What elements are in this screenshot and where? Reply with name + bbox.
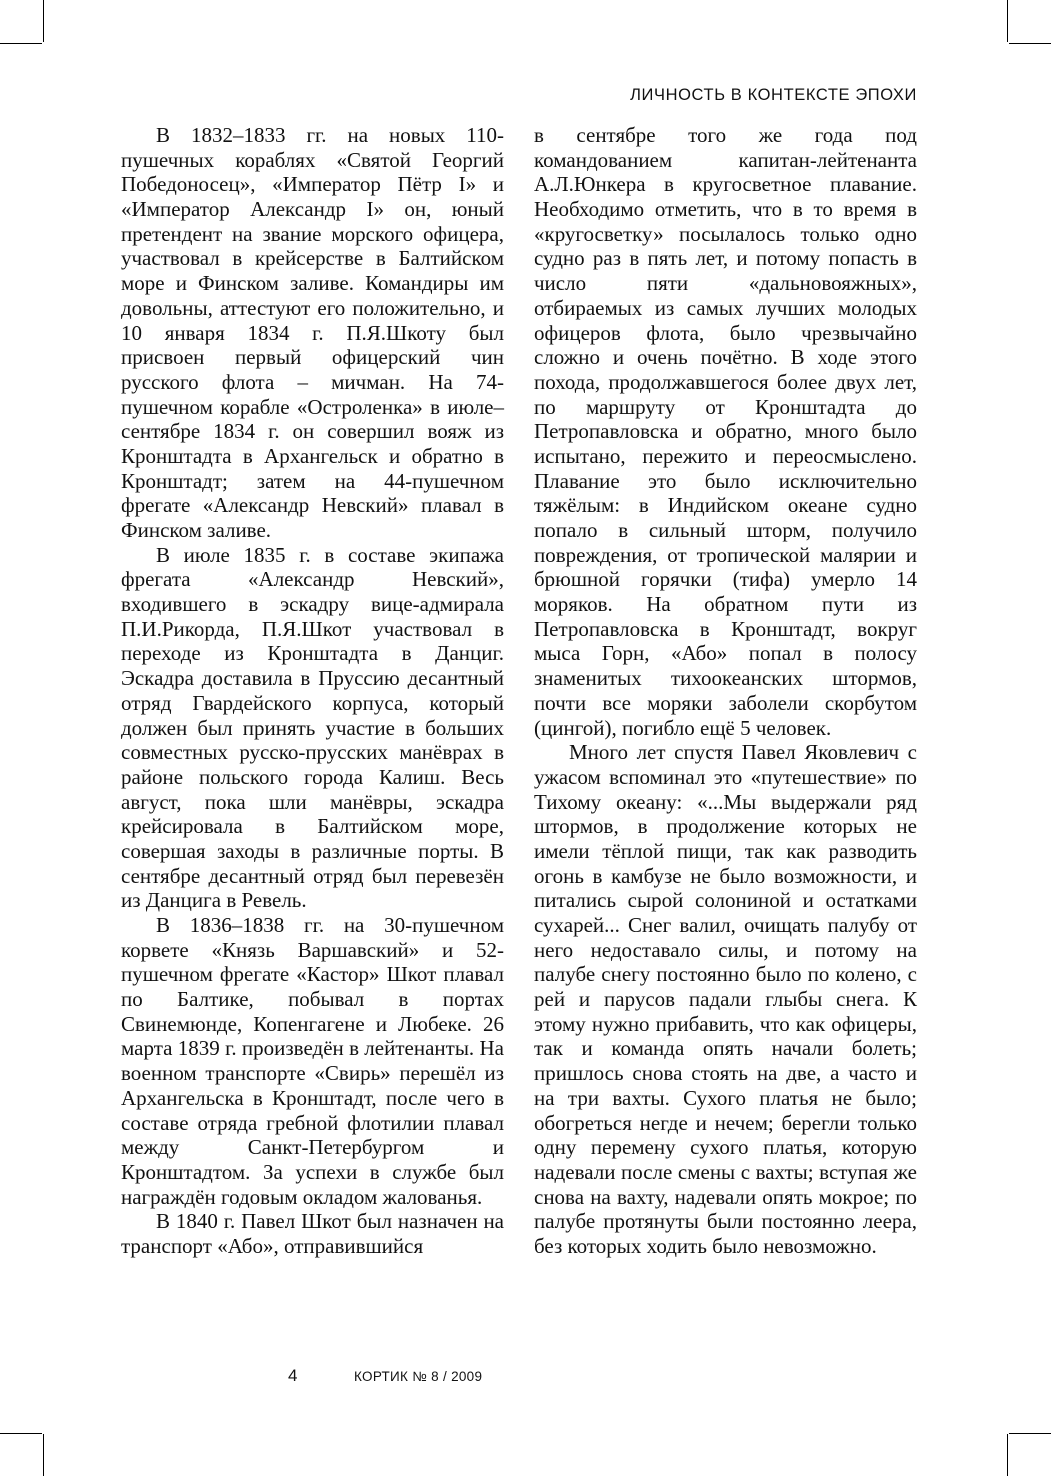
page-footer (0, 1366, 1051, 1388)
page-number: 4 (288, 1366, 298, 1385)
crop-mark (1007, 1434, 1008, 1476)
paragraph: В июле 1835 г. в составе экипажа фрегата «Александр Невский», входившего в эскадру вице-адмирала П.И.Рикорда, П.Я.Шкот участвовал в переходе из Кронштадта в Данциг. Эскадра доставила в Пруссию десантный отряд Гвардейского корпуса, который должен был принять участие в больших совместных русско-прусских манёврах в районе польского города Калиш. Весь август, пока шли манёвры, эскадра крейсировала в Балтийском море, совершая заходы в различные порты. В сентябре десантный отряд был перевезён из Данцига в Ревель. (121, 542, 504, 913)
crop-mark (1009, 43, 1051, 44)
paragraph: В 1836–1838 гг. на 30-пушечном корвете «Князь Варшавский» и 52-пушечном фрегате «Кастор» Шкот плавал по Балтике, побывал в портах Свинемюнде, Копенгагене и Любеке. 26 марта 1839 г. произведён в лейтенанты. На военном транспорте «Свирь» перешёл из Архангельска в Кронштадт, после чего в составе отряда гребной флотилии плавал между Санкт-Петербургом и Кронштадтом. За успехи в службе был награждён годовым окладом жалованья. (121, 913, 504, 1209)
running-header: ЛИЧНОСТЬ В КОНТЕКСТЕ ЭПОХИ (630, 86, 917, 104)
crop-mark (1007, 0, 1008, 42)
journal-title: КОРТИК № 8 / 2009 (354, 1369, 483, 1384)
crop-mark (43, 1434, 44, 1476)
paragraph: В 1832–1833 гг. на новых 110-пушечных кораблях «Святой Георгий Победоносец», «Император Пётр I» и «Император Александр I» он, юный претендент на звание морского офицера, участвовал в крейсерстве в Балтийском море и Финском заливе. Командиры им довольны, аттестуют его положительно, и 10 января 1834 г. П.Я.Шкоту был присвоен первый офицерский чин русского флота – мичман. На 74-пушечном корабле «Остроленка» в июле–сентябре 1834 г. он совершил вояж из Кронштадта в Архангельск и обратно в Кронштадт; затем на 44-пушечном фрегате «Александр Невский» плавал в Финском заливе. (121, 123, 504, 542)
crop-mark (43, 0, 44, 42)
right-column (534, 123, 917, 1259)
crop-mark (0, 43, 42, 44)
crop-mark (1009, 1433, 1051, 1434)
paragraph: В 1840 г. Павел Шкот был назначен на транспорт «Або», отправившийся (121, 1209, 504, 1258)
left-column (121, 123, 504, 1259)
paragraph: Много лет спустя Павел Яковлевич с ужасом вспоминал это «путешествие» по Тихому океану: «...Мы выдержали ряд штормов, в продолжение которых не имели тёплой пищи, так как разводить огонь в камбузе не было возможности, и питались сырой солониной и остатками сухарей... Снег валил, очищать палубу от него недоставало силы, и потому на палубе снегу постоянно было по колено, с рей и парусов падали глыбы снега. К этому нужно прибавить, что как офицеры, так и команда опять начали болеть; пришлось снова стоять на две, а часто и на три вахты. Сухого платья не было; обогреться негде и нечем; берегли только одну перемену сухого платья, которую надевали после смены с вахты; вступая же снова на вахту, надевали опять мокрое; по палубе протянуты были постоянно леера, без которых ходить было невозможно. (534, 740, 917, 1258)
paragraph-continuation: в сентябре того же года под командованием капитан-лейтенанта А.Л.Юнкера в кругосветное плавание. Необходимо отметить, что в то время в «кругосветку» посылалось только одно судно раз в пять лет, и потому попасть в число пяти «дальновояжных», отбираемых из самых лучших молодых офицеров флота, было чрезвычайно сложно и очень почётно. В ходе этого похода, продолжавшегося более двух лет, по маршруту от Кронштадта до Петропавловска и обратно, много было испытано, пережито и переосмыслено. Плавание это было исключительно тяжёлым: в Индийском океане судно попало в сильный шторм, получило повреждения, от тропической малярии и брюшной горячки (тифа) умерло 14 моряков. На обратном пути из Петропавловска в Кронштадт, вокруг мыса Горн, «Або» попал в полосу знаменитых тихоокеанских штормов, почти все моряки заболели скорбутом (цингой), погибло ещё 5 человек. (534, 123, 917, 740)
crop-mark (0, 1433, 42, 1434)
